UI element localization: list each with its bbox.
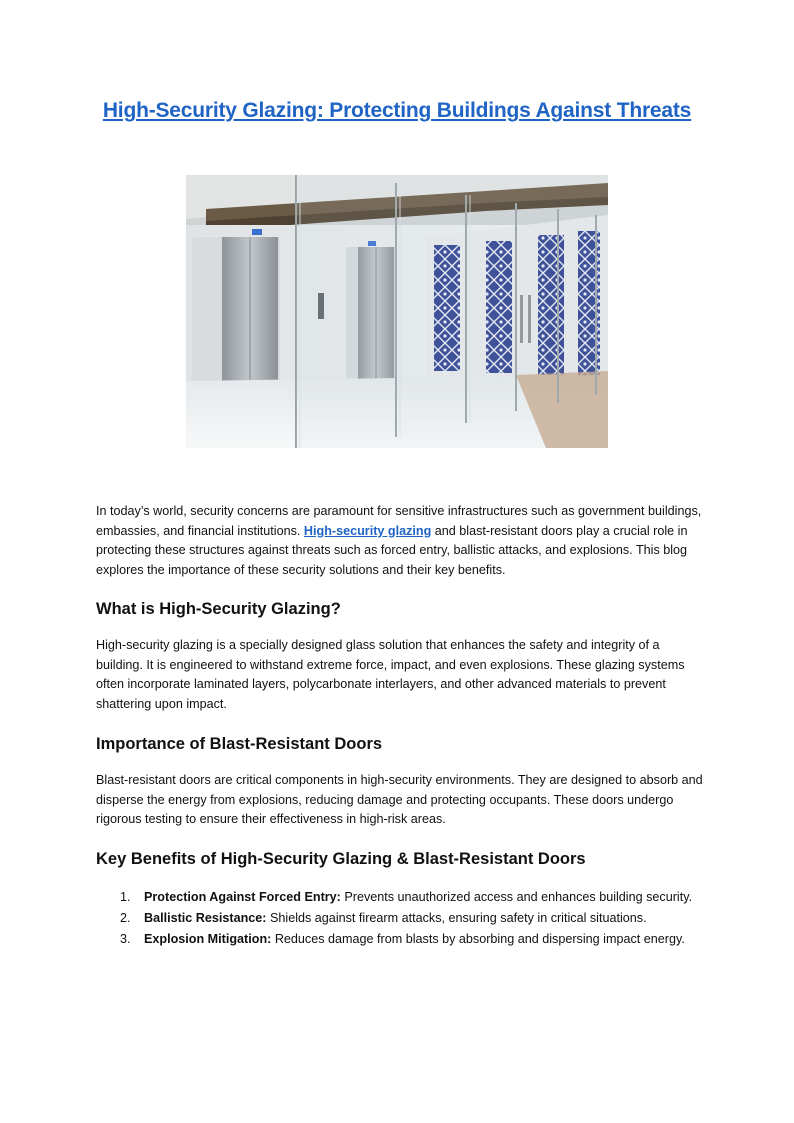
glazing-paragraph: High-security glazing is a specially designed glass solution that enhances the safety and integrity of a building. It is engineered to withstand extreme force, impact, and even explosions. These glazing systems often incorporate laminated layers, polycarbonate interlayers, and other advanced materials to prevent shattering upon impact. — [96, 638, 685, 711]
list-item — [96, 929, 706, 950]
heading-blast-doors: Importance of Blast-Resistant Doors — [96, 735, 383, 753]
heading-what-is-glazing: What is High-Security Glazing? — [96, 600, 341, 618]
high-security-glazing-link[interactable]: High-security glazing — [303, 523, 432, 538]
intro-text-before: In today’s world, security concerns are paramount for sensitive infrastructures such as government buildings, embassies, and financial institutions. — [96, 504, 702, 538]
glass-doors-photo-icon — [186, 175, 608, 448]
list-item — [96, 908, 706, 929]
list-item-term: Ballistic Resistance: — [144, 911, 267, 925]
list-item-term: Explosion Mitigation: — [144, 932, 272, 946]
benefits-list — [96, 887, 706, 950]
doors-paragraph: Blast-resistant doors are critical components in high-security environments. They are designed to absorb and disperse the energy from explosions, reducing damage and protecting occupants. These doors undergo rigorous testing to ensure their effectiveness in high-risk areas. — [96, 773, 703, 827]
hero-image — [186, 175, 608, 448]
list-item-number: 3. — [120, 932, 131, 946]
list-item-text: Reduces damage from blasts by absorbing and dispersing impact energy. — [271, 932, 685, 946]
list-item-number: 1. — [120, 890, 131, 904]
list-item — [96, 887, 706, 908]
list-item-number: 2. — [120, 911, 131, 925]
list-item-text: Prevents unauthorized access and enhances building security. — [340, 890, 693, 904]
intro-paragraph — [96, 502, 706, 580]
heading-key-benefits: Key Benefits of High-Security Glazing & Blast-Resistant Doors — [96, 850, 586, 868]
list-item-term: Protection Against Forced Entry: — [144, 890, 341, 904]
intro-text-after: and blast-resistant doors play a crucial role in protecting these structures against threats such as forced entry, ballistic attacks, and explosions. This blog explores the importance of these security solutions and their key benefits. — [96, 523, 688, 577]
page-title[interactable]: High-Security Glazing: Protecting Buildings Against Threats — [102, 99, 692, 122]
list-item-text: Shields against firearm attacks, ensuring safety in critical situations. — [266, 911, 647, 925]
